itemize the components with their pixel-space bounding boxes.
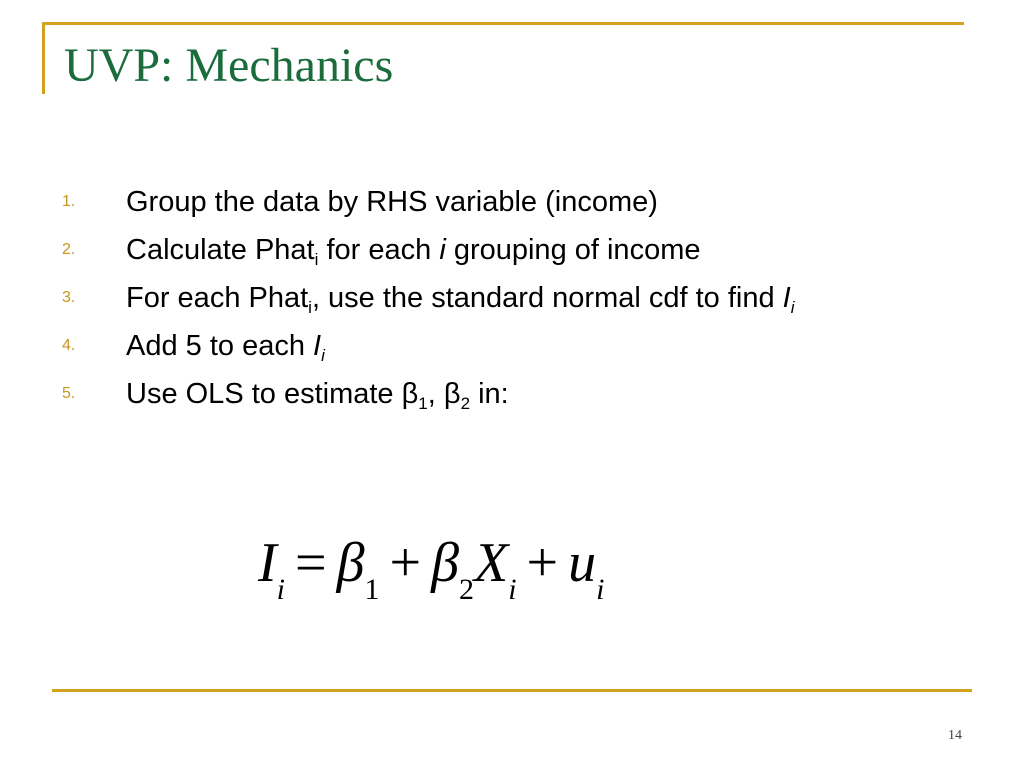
list-item-5 — [62, 374, 942, 414]
list-number: 5. — [62, 385, 76, 402]
list-item-4 — [62, 326, 942, 366]
numbered-list — [62, 182, 942, 422]
regression-equation: $I_i = \beta_1 + \beta_2X_i + u_i$ — [258, 532, 605, 606]
list-number: 4. — [62, 337, 76, 354]
slide-title: UVP: Mechanics — [64, 39, 394, 92]
list-number: 2. — [62, 241, 76, 258]
list-item-text: For each Phat$_i$, use the standard normal cdf to find $I_i$ — [126, 282, 795, 317]
page-number: 14 — [948, 728, 962, 743]
list-item-1 — [62, 182, 942, 222]
frame-top-rule — [42, 22, 964, 25]
list-item-2 — [62, 230, 942, 270]
list-item-text: Use OLS to estimate $\beta_1$, $\beta_2$ in: — [126, 378, 509, 413]
list-number: 3. — [62, 289, 76, 306]
frame-left-rule — [42, 22, 45, 94]
list-item-text: Group the data by RHS variable (income) — [126, 186, 658, 218]
footer-rule — [52, 689, 972, 692]
list-number: 1. — [62, 193, 76, 210]
list-item-text: Add 5 to each $I_i$ — [126, 330, 325, 365]
list-item-3 — [62, 278, 942, 318]
list-item-text: Calculate Phat$_i$ for each i grouping of income — [126, 234, 701, 269]
